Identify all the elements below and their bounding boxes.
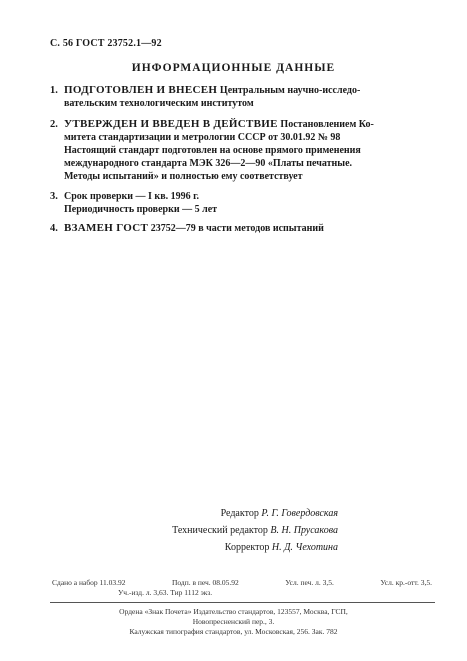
printer-info	[0, 607, 467, 637]
credit-name: Р. Г. Говердовская	[261, 508, 338, 519]
pub-field: Усл. кр.-отт. 3,5.	[380, 578, 432, 587]
item-lead: УТВЕРЖДЕН И ВВЕДЕН В ДЕЙСТВИЕ	[64, 118, 278, 130]
item-number: 1.	[50, 85, 58, 96]
item-number: 4.	[50, 223, 58, 234]
info-item-3	[50, 190, 435, 216]
publication-info	[52, 578, 432, 598]
info-item-4	[50, 222, 435, 235]
item-text: Постановлением Ко-	[280, 119, 374, 130]
printer-line: Ордена «Знак Почета» Издательство стандартов, 123557, Москва, ГСП,	[119, 607, 348, 616]
item-lead: ВЗАМЕН ГОСТ	[64, 222, 149, 234]
credit-name: В. Н. Прусакова	[270, 525, 338, 536]
item-number: 3.	[50, 191, 58, 202]
credit-name: Н. Д. Чехотина	[271, 542, 338, 553]
credit-line	[172, 522, 338, 539]
pub-field: Подп. в печ. 08.05.92	[171, 578, 239, 587]
info-item-2	[50, 118, 435, 183]
credit-role: Редактор	[220, 508, 259, 519]
page-header: С. 56 ГОСТ 23752.1—92	[50, 38, 162, 49]
printer-line: Новопресненский пер., 3.	[192, 617, 275, 626]
item-text: Срок проверки — I кв. 1996 г.	[64, 191, 200, 202]
item-text: Методы испытаний» и полностью ему соответствует	[64, 171, 303, 182]
printer-line: Калужская типография стандартов, ул. Московская, 256. Зак. 782	[129, 627, 338, 636]
pub-field: Сдано а набор 11.03.92	[52, 578, 126, 587]
item-text: митета стандартизации и метрологии СССР от 30.01.92 № 98	[64, 132, 341, 143]
pub-field: Усл. печ. л. 3,5.	[285, 578, 334, 587]
editorial-credits	[172, 505, 338, 556]
credit-role: Корректор	[224, 542, 270, 553]
page-title: ИНФОРМАЦИОННЫЕ ДАННЫЕ	[131, 62, 336, 74]
item-text: Настоящий стандарт подготовлен на основе прямого применения	[64, 145, 361, 156]
credit-role: Технический редактор	[172, 525, 268, 536]
divider	[50, 602, 435, 603]
item-number: 2.	[50, 119, 58, 130]
info-item-1	[50, 84, 435, 110]
item-text: Центральным научно-исследо-	[219, 85, 361, 96]
credit-line	[172, 505, 338, 522]
credit-line	[172, 539, 338, 556]
pub-field: Уч.-изд. л. 3,63. Тир 1112 экз.	[118, 588, 213, 597]
item-text: международного стандарта МЭК 326—2—90 «Платы печатные.	[64, 158, 353, 169]
item-text: 23752—79 в части методов испытаний	[150, 223, 324, 234]
item-text: вательским технологическим институтом	[64, 98, 254, 109]
item-text: Периодичность проверки — 5 лет	[64, 204, 218, 215]
item-lead: ПОДГОТОВЛЕН И ВНЕСЕН	[64, 84, 218, 96]
